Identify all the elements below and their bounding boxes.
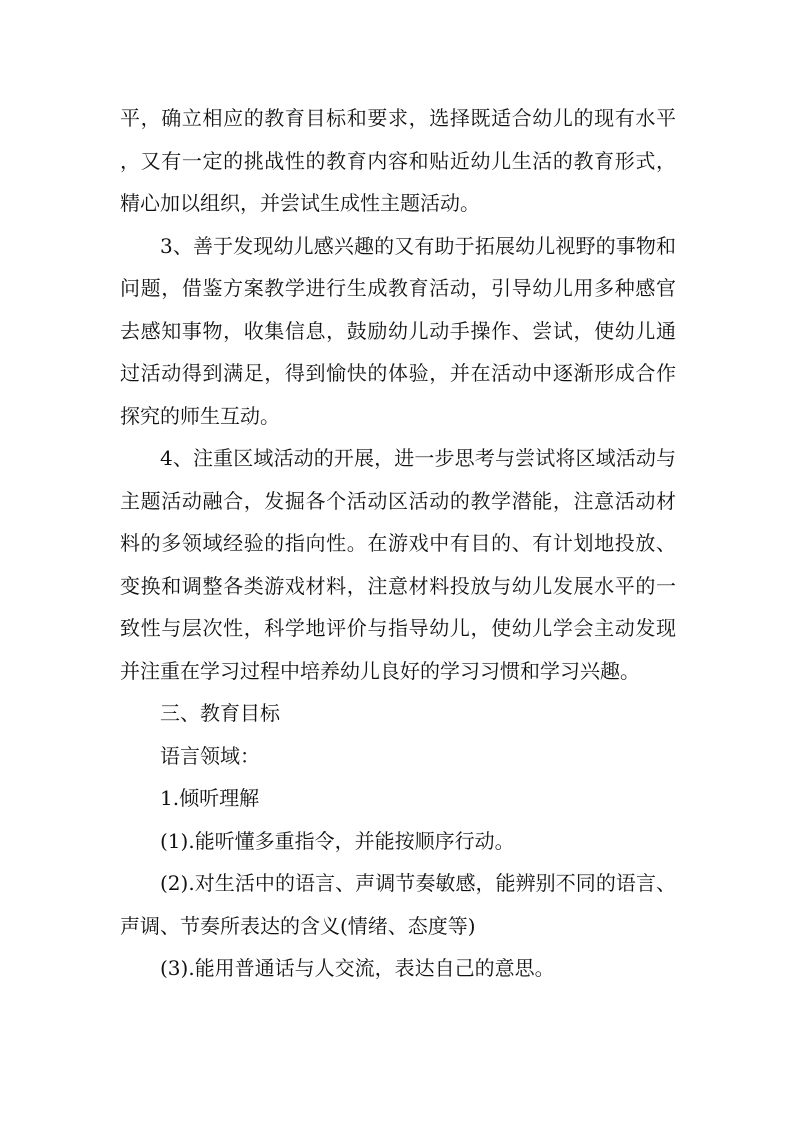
list-item-1: (1).能听懂多重指令，并能按顺序行动。: [160, 828, 515, 853]
list-item-2: (2).对生活中的语言、声调节奏敏感，能辨别不同的语言、声调、节奏所表达的含义(情绪、态度等): [120, 871, 676, 938]
list-item-3: (3).能用普通话与人交流，表达自己的意思。: [160, 956, 555, 980]
paragraph-item-3: 3、善于发现幼儿感兴趣的又有助于拓展幼儿视野的事物和问题，借鉴方案教学进行生成教育活动，引导幼儿用多种感官去感知事物，收集信息，鼓励幼儿动手操作、尝试，使幼儿通过活动得到满足，得到愉快的体验，并在活动中逐渐形成合作探究的师生互动。: [120, 233, 676, 428]
subheading-listening-comprehension: 1.倾听理解: [160, 786, 260, 810]
section-heading-education-goals: 三、教育目标: [160, 701, 280, 725]
paragraph-continuation: 平，确立相应的教育目标和要求，选择既适合幼儿的现有水平，又有一定的挑战性的教育内容和贴近幼儿生活的教育形式，精心加以组织，并尝试生成性主题活动。: [120, 106, 676, 215]
subheading-language-domain: 语言领域：: [160, 743, 260, 768]
paragraph-item-4: 4、注重区域活动的开展，进一步思考与尝试将区域活动与主题活动融合，发掘各个活动区活动的教学潜能，注意活动材料的多领域经验的指向性。在游戏中有目的、有计划地投放、变换和调整各类游戏材料，注意材料投放与幼儿发展水平的一致性与层次性，科学地评价与指导幼儿，使幼儿学会主动发现并注重在学习过程中培养幼儿良好的学习习惯和学习兴趣。: [120, 446, 676, 683]
document-body: [120, 97, 676, 990]
